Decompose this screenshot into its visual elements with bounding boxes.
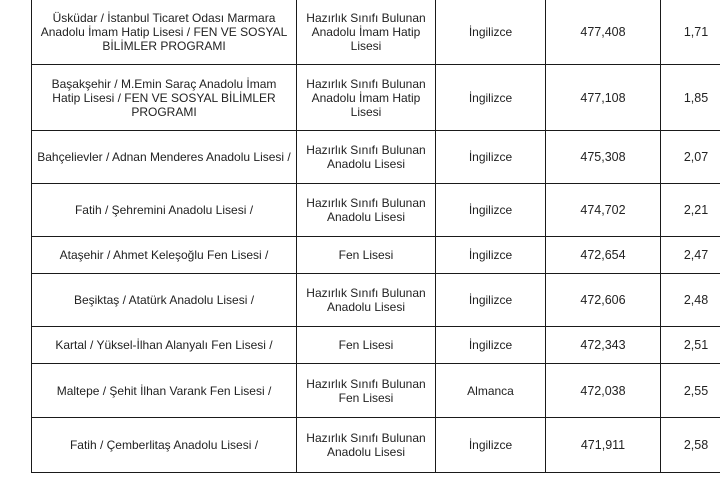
school-type-cell: Hazırlık Sınıfı Bulunan Anadolu İmam Hatip Lisesi [297, 65, 436, 131]
percentile-cell: 1,71 [661, 0, 720, 65]
score-cell: 472,654 [546, 237, 661, 274]
language-cell: İngilizce [436, 65, 546, 131]
school-type-cell: Fen Lisesi [297, 237, 436, 274]
language-cell: İngilizce [436, 131, 546, 184]
table-row [32, 65, 720, 131]
percentile-cell: 2,58 [661, 418, 720, 473]
school-type-cell: Hazırlık Sınıfı Bulunan Anadolu Lisesi [297, 184, 436, 237]
table-row [32, 364, 720, 418]
table-row [32, 131, 720, 184]
school-name-cell: Başakşehir / M.Emin Saraç Anadolu İmam Hatip Lisesi / FEN VE SOSYAL BİLİMLER PROGRAMI [32, 65, 297, 131]
percentile-cell: 2,47 [661, 237, 720, 274]
school-name-cell: Ataşehir / Ahmet Keleşoğlu Fen Lisesi / [32, 237, 297, 274]
school-results-table [31, 0, 720, 473]
school-type-cell: Hazırlık Sınıfı Bulunan Anadolu Lisesi [297, 274, 436, 327]
language-cell: İngilizce [436, 327, 546, 364]
school-name-cell: Bahçelievler / Adnan Menderes Anadolu Lisesi / [32, 131, 297, 184]
school-name-cell: Maltepe / Şehit İlhan Varank Fen Lisesi / [32, 364, 297, 418]
table-row [32, 184, 720, 237]
table-row [32, 274, 720, 327]
school-type-cell: Hazırlık Sınıfı Bulunan Anadolu Lisesi [297, 418, 436, 473]
score-cell: 475,308 [546, 131, 661, 184]
table-row [32, 237, 720, 274]
percentile-cell: 2,55 [661, 364, 720, 418]
school-type-cell: Hazırlık Sınıfı Bulunan Anadolu İmam Hatip Lisesi [297, 0, 436, 65]
language-cell: İngilizce [436, 418, 546, 473]
table-row [32, 327, 720, 364]
language-cell: Almanca [436, 364, 546, 418]
score-cell: 472,038 [546, 364, 661, 418]
school-name-cell: Kartal / Yüksel-İlhan Alanyalı Fen Lisesi / [32, 327, 297, 364]
score-cell: 472,606 [546, 274, 661, 327]
score-cell: 471,911 [546, 418, 661, 473]
percentile-cell: 2,51 [661, 327, 720, 364]
school-type-cell: Hazırlık Sınıfı Bulunan Fen Lisesi [297, 364, 436, 418]
score-cell: 477,108 [546, 65, 661, 131]
percentile-cell: 2,48 [661, 274, 720, 327]
score-cell: 472,343 [546, 327, 661, 364]
school-name-cell: Fatih / Şehremini Anadolu Lisesi / [32, 184, 297, 237]
language-cell: İngilizce [436, 274, 546, 327]
percentile-cell: 1,85 [661, 65, 720, 131]
language-cell: İngilizce [436, 237, 546, 274]
school-name-cell: Beşiktaş / Atatürk Anadolu Lisesi / [32, 274, 297, 327]
language-cell: İngilizce [436, 184, 546, 237]
school-name-cell: Fatih / Çemberlitaş Anadolu Lisesi / [32, 418, 297, 473]
language-cell: İngilizce [436, 0, 546, 65]
school-type-cell: Hazırlık Sınıfı Bulunan Anadolu Lisesi [297, 131, 436, 184]
table-row [32, 0, 720, 65]
percentile-cell: 2,21 [661, 184, 720, 237]
school-name-cell: Üsküdar / İstanbul Ticaret Odası Marmara Anadolu İmam Hatip Lisesi / FEN VE SOSYAL BİLİMLER PROGRAMI [32, 0, 297, 65]
table-row [32, 418, 720, 473]
percentile-cell: 2,07 [661, 131, 720, 184]
school-type-cell: Fen Lisesi [297, 327, 436, 364]
score-cell: 474,702 [546, 184, 661, 237]
score-cell: 477,408 [546, 0, 661, 65]
